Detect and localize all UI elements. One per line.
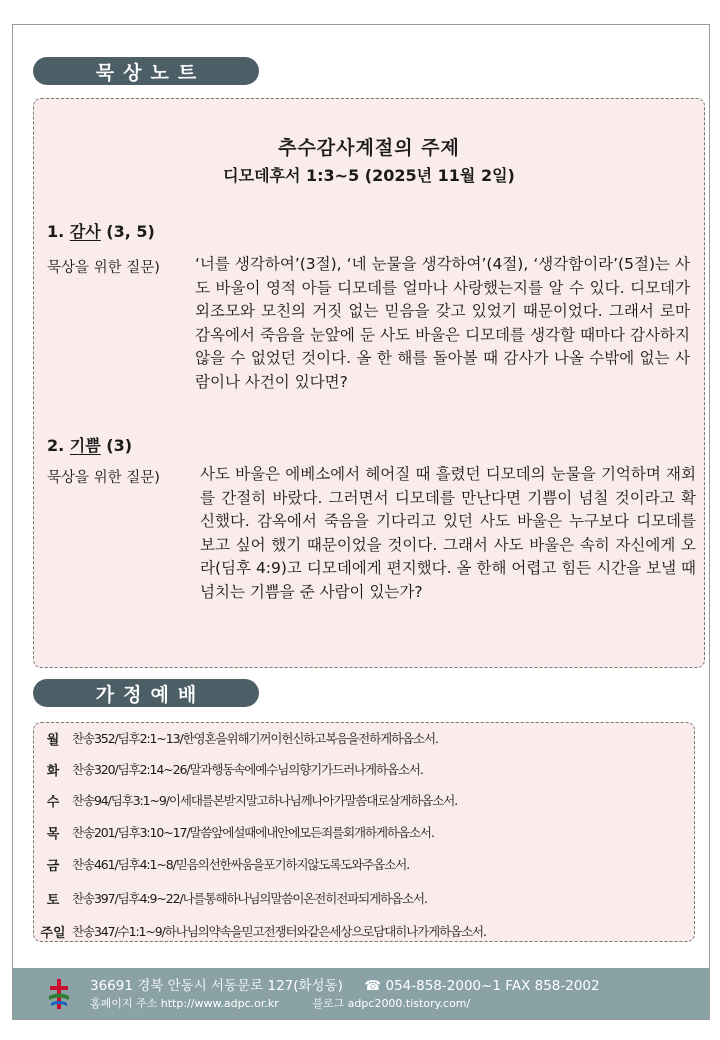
family-worship-box	[33, 722, 695, 942]
point-1-number: 1.	[47, 222, 65, 241]
worship-day: 수	[46, 794, 60, 810]
point-2-question-text: 사도 바울은 에베소에서 헤어질 때 흘렸던 디모데의 눈물을 기억하며 재회를 간절히 바랐다. 그러면서 디모데를 만난다면 기쁨이 넘칠 것이라고 확신했다. 감옥에서 죽음을 기다리고 있던 사도 바울은 누구보다 디모데를 보고 싶어 했기 때문이었을 것이다. 그래서 사도 바울은 속히 자신에게 오라(딤후 4:9)고 디모데에게 편지했다. 올 한해 어렵고 힘든 시간을 보낼 때 넘치는 기쁨을 준 사람이 있는가?	[200, 465, 696, 601]
worship-row-sun	[34, 920, 486, 942]
point-2-heading	[47, 433, 132, 456]
footer-web-line	[90, 995, 470, 1011]
meditation-scripture: 디모데후서 1:3~5 (2025년 11월 2일)	[223, 166, 515, 185]
worship-text: 찬송461/딤후4:1~8/믿음의선한싸움을포기하지않도록도와주옵소서.	[72, 857, 410, 872]
point-2-number: 2.	[47, 436, 65, 455]
worship-text: 찬송397/딤후4:9~22/나를통해하나님의말씀이온전히전파되게하옵소서.	[72, 891, 427, 906]
worship-day: 월	[46, 732, 60, 748]
worship-day: 목	[46, 826, 60, 842]
worship-text: 찬송347/수1:1~9/하나님의약속을믿고전쟁터와같은세상으로담대히나가게하옵소서.	[72, 924, 486, 939]
point-2-keyword: 기쁨	[69, 436, 101, 455]
footer-homepage[interactable]: 홈페이지 주소 http://www.adpc.or.kr	[90, 997, 279, 1010]
worship-text: 찬송201/딤후3:10~17/말씀앞에설때에내안에모든죄를회개하게하옵소서.	[72, 825, 434, 840]
church-cross-logo-icon	[47, 978, 71, 1010]
point-1-heading	[47, 219, 155, 242]
worship-day: 토	[46, 892, 60, 908]
worship-row-fri	[34, 853, 409, 875]
worship-day: 금	[46, 858, 60, 874]
point-2-question-label: 묵상을 위한 질문)	[47, 470, 160, 486]
meditation-title: 추수감사계절의 주제	[278, 137, 460, 159]
family-worship-section-label: 가정예배	[33, 679, 259, 707]
meditation-box	[33, 98, 705, 668]
worship-row-thu	[34, 821, 434, 843]
footer-blog[interactable]: 블로그 adpc2000.tistory.com/	[312, 997, 471, 1010]
footer-address: 36691 경북 안동시 서동문로 127(화성동)	[90, 978, 343, 994]
worship-row-sat	[34, 887, 427, 909]
worship-row-mon	[34, 727, 438, 749]
worship-text: 찬송94/딤후3:1~9/이세대를본받지말고하나님께나아가말씀대로살게하옵소서.	[72, 793, 458, 808]
point-1-ref: (3, 5)	[106, 222, 155, 241]
worship-day: 주일	[40, 925, 66, 941]
worship-row-tue	[34, 758, 423, 780]
church-footer	[13, 968, 709, 1019]
point-2-ref: (3)	[106, 436, 133, 455]
worship-text: 찬송352/딤후2:1~13/한영혼을위해기꺼이헌신하고복음을전하게하옵소서.	[72, 731, 438, 746]
point-1-question-label: 묵상을 위한 질문)	[47, 260, 160, 276]
point-1-keyword: 감사	[69, 222, 101, 241]
point-1-question-text: ‘너를 생각하여’(3절), ‘네 눈물을 생각하여’(4절), ‘생각함이라’(5절)는 사도 바울이 영적 아들 디모데를 얼마나 사랑했는지를 알 수 있다. 디모데가 외조모와 모친의 거짓 없는 믿음을 갖고 있었기 때문이었다. 그래서 로마 감옥에서 죽음을 눈앞에 둔 사도 바울은 디모데를 생각할 때마다 감사하지 않을 수 없었던 것이다. 올 한 해를 돌아볼 때 감사가 나올 수밖에 없는 사람이나 사건이 있다면?	[195, 255, 690, 391]
worship-day: 화	[46, 763, 60, 779]
footer-phone: ☎ 054-858-2000~1 FAX 858-2002	[364, 978, 600, 994]
footer-address-line	[90, 974, 600, 994]
worship-row-wed	[34, 789, 457, 811]
meditation-section-label: 묵상노트	[33, 57, 259, 85]
worship-text: 찬송320/딤후2:14~26/말과행동속에예수님의향기가드러나게하옵소서.	[72, 762, 423, 777]
